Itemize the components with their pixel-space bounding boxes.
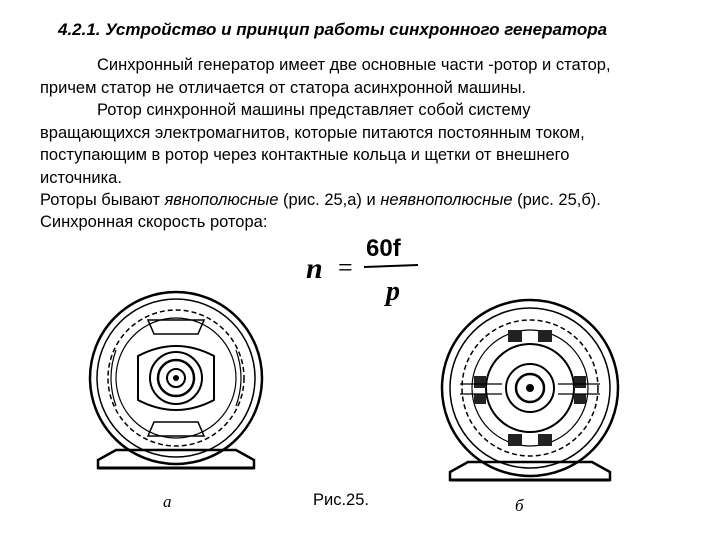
figure-label-b: б [515,496,524,515]
paragraph-rotor-description [40,99,585,189]
formula-sync-speed [300,232,430,312]
paragraph-sync-speed: Синхронная скорость ротора: [40,213,268,231]
term-non-salient-pole: неявнополюсные [380,191,513,209]
text-line: причем статор не отличается от статора асинхронной машины. [40,78,527,97]
formula-equals: = [338,253,353,282]
figure-label-a: а [163,492,172,511]
figure-salient-pole-generator [86,290,266,490]
formula-denominator: p [386,276,400,307]
text-line: источника. [40,168,122,187]
text-line: Синхронный генератор имеет две основные части -ротор и статор, [97,56,611,74]
text-span: (рис. 25,б). [512,191,601,209]
text-span: Роторы бывают [40,191,165,209]
paragraph-generator-parts [40,54,611,99]
section-heading: 4.2.1. Устройство и принцип работы синхронного генератора [58,20,608,39]
formula-numerator: 60f [366,235,401,262]
figure-caption: Рис.25. [313,491,369,509]
paragraph-rotor-types [40,189,601,212]
text-line: поступающим в ротор через контактные кольца и щетки от внешнего [40,146,570,164]
text-line: Ротор синхронной машины представляет собой систему [97,101,531,119]
formula-lhs: n [306,252,323,285]
text-span: (рис. 25,а) и [278,191,381,209]
figure-cylindrical-rotor-generator [440,296,620,496]
text-line: вращающихся электромагнитов, которые питаются постоянным током, [40,123,585,142]
fraction-bar [364,265,418,267]
term-salient-pole: явнополюсные [164,191,279,209]
